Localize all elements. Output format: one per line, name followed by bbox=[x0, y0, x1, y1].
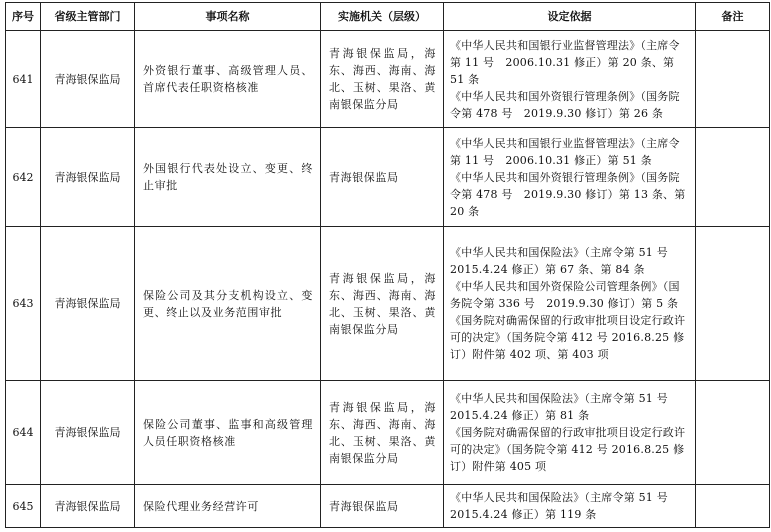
header-department: 省级主管部门 bbox=[41, 3, 135, 31]
items-table bbox=[5, 2, 770, 528]
row-remarks bbox=[696, 128, 770, 227]
row-legal-basis bbox=[444, 128, 696, 227]
basis-line: 《中华人民共和国外资保险公司管理条例》（国务院令第 336 号 2019.9.30 修订）第 5 条 bbox=[450, 280, 680, 310]
row-item-name: 保险公司及其分支机构设立、变更、终止以及业务范围审批 bbox=[135, 227, 321, 381]
table-row bbox=[6, 227, 770, 381]
row-remarks bbox=[696, 31, 770, 128]
row-department: 青海银保监局 bbox=[41, 381, 135, 485]
row-remarks bbox=[696, 227, 770, 381]
basis-line: 《中华人民共和国保险法》（主席令第 51 号 2015.4.24 修正）第 81 条 bbox=[450, 392, 668, 422]
row-item-name: 外国银行代表处设立、变更、终止审批 bbox=[135, 128, 321, 227]
basis-line: 《中华人民共和国外资银行管理条例》（国务院令第 478 号 2019.9.30 修订）第 13 条、第 20 条 bbox=[450, 170, 686, 218]
header-remarks: 备注 bbox=[696, 3, 770, 31]
row-remarks bbox=[696, 381, 770, 485]
basis-line: 《中华人民共和国保险法》（主席令第 51 号 2015.4.24 修正）第 119 条 bbox=[450, 491, 668, 521]
row-agency: 青海银保监局，海东、海西、海南、海北、玉树、果洛、黄南银保监分局 bbox=[321, 381, 444, 485]
basis-line: 《中华人民共和国银行业监督管理法》（主席令第 11 号 2006.10.31 修正）第 51 条 bbox=[450, 136, 680, 167]
header-row bbox=[6, 3, 770, 31]
header-serial-no: 序号 bbox=[6, 3, 41, 31]
row-serial-no: 643 bbox=[6, 227, 41, 381]
basis-line: 《中华人民共和国外资银行管理条例》（国务院令第 478 号 2019.9.30 修订）第 26 条 bbox=[450, 89, 680, 120]
row-item-name: 外资银行董事、高级管理人员、首席代表任职资格核准 bbox=[135, 31, 321, 128]
row-department: 青海银保监局 bbox=[41, 227, 135, 381]
row-agency: 青海银保监局，海东、海西、海南、海北、玉树、果洛、黄南银保监分局 bbox=[321, 31, 444, 128]
basis-line: 《国务院对确需保留的行政审批项目设定行政许可的决定》（国务院令第 412 号 2016.8.25 修订）附件第 405 项 bbox=[450, 426, 686, 473]
row-department: 青海银保监局 bbox=[41, 31, 135, 128]
row-item-name: 保险公司董事、监事和高级管理人员任职资格核准 bbox=[135, 381, 321, 485]
row-department: 青海银保监局 bbox=[41, 485, 135, 528]
row-legal-basis bbox=[444, 31, 696, 128]
row-department: 青海银保监局 bbox=[41, 128, 135, 227]
basis-line: 《国务院对确需保留的行政审批项目设定行政许可的决定》（国务院令第 412 号 2016.8.25 修订）附件第 402 项、第 403 项 bbox=[450, 314, 686, 361]
basis-line: 《中华人民共和国保险法》（主席令第 51 号 2015.4.24 修正）第 67 条、第 84 条 bbox=[450, 246, 668, 276]
row-legal-basis bbox=[444, 485, 696, 528]
table-row bbox=[6, 128, 770, 227]
header-legal-basis: 设定依据 bbox=[444, 3, 696, 31]
row-serial-no: 641 bbox=[6, 31, 41, 128]
row-agency: 青海银保监局 bbox=[321, 128, 444, 227]
table-row bbox=[6, 485, 770, 528]
row-legal-basis bbox=[444, 381, 696, 485]
header-agency: 实施机关（层级） bbox=[321, 3, 444, 31]
table-row bbox=[6, 31, 770, 128]
table-row bbox=[6, 381, 770, 485]
row-legal-basis bbox=[444, 227, 696, 381]
row-serial-no: 642 bbox=[6, 128, 41, 227]
basis-line: 《中华人民共和国银行业监督管理法》（主席令第 11 号 2006.10.31 修正）第 20 条、第 51 条 bbox=[450, 38, 680, 86]
row-serial-no: 644 bbox=[6, 381, 41, 485]
row-agency: 青海银保监局 bbox=[321, 485, 444, 528]
row-serial-no: 645 bbox=[6, 485, 41, 528]
row-item-name: 保险代理业务经营许可 bbox=[135, 485, 321, 528]
row-remarks bbox=[696, 485, 770, 528]
row-agency: 青海银保监局，海东、海西、海南、海北、玉树、果洛、黄南银保监分局 bbox=[321, 227, 444, 381]
header-item-name: 事项名称 bbox=[135, 3, 321, 31]
